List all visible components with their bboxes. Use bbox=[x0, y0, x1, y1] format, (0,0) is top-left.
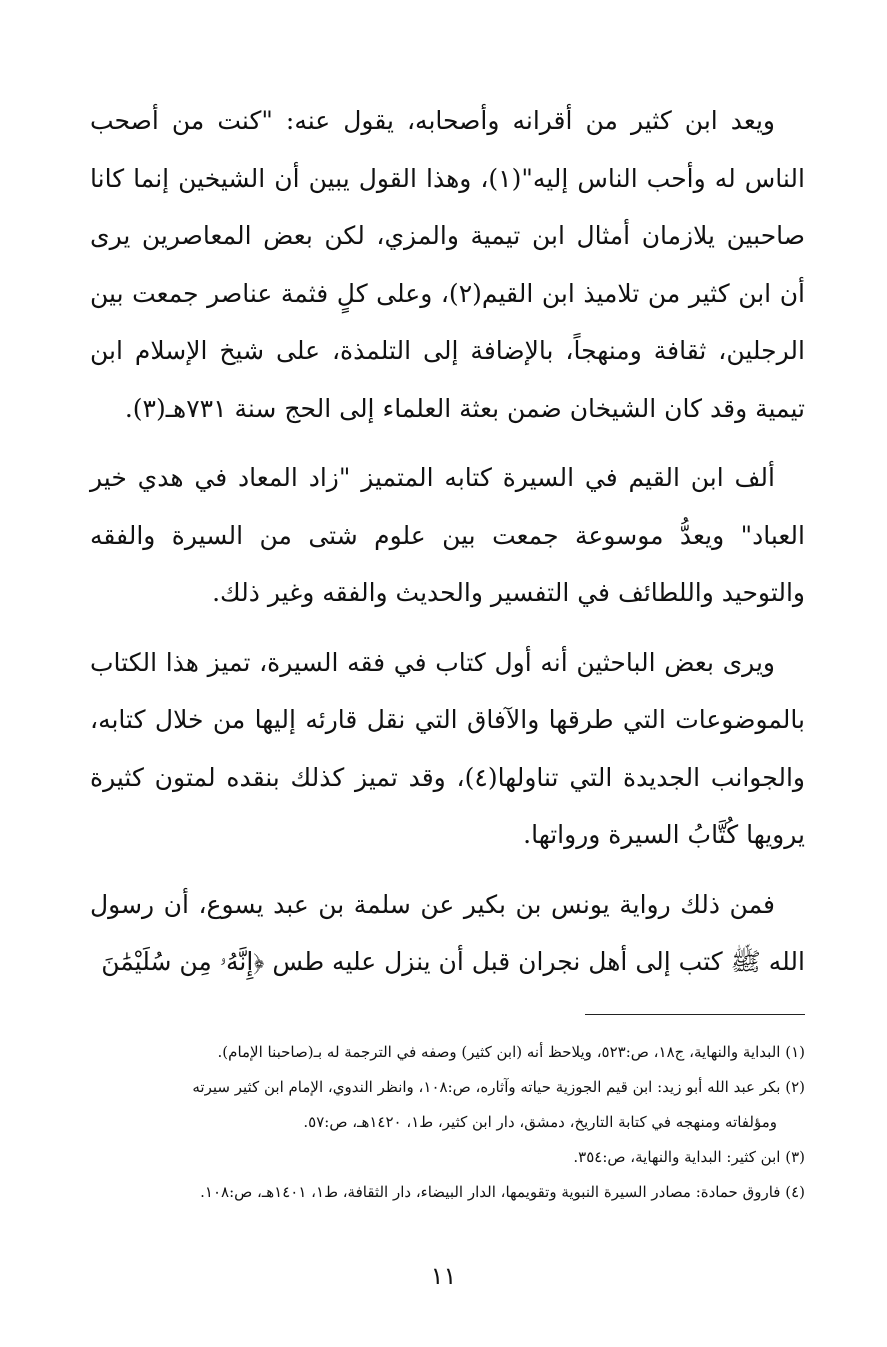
paragraph: ألف ابن القيم في السيرة كتابه المتميز "زاد المعاد في هدي خير العباد" ويعدُّ موسوعة جمعت بين علوم شتى من السيرة والفقه والتوحيد واللطائف في التفسير والحديث والفقه وغير ذلك. bbox=[90, 463, 805, 607]
paragraph: ويرى بعض الباحثين أنه أول كتاب في فقه السيرة، تميز هذا الكتاب بالموضوعات التي طرقها والآفاق التي نقل قارئه إليها من خلال كتابه، والجوانب الجديدة التي تناولها(٤)، وقد تميز كذلك بنقده لمتون كثيرة يرويها كُتَّابُ السيرة ورواتها. bbox=[90, 647, 806, 849]
footnote: (٣) ابن كثير: البداية والنهاية، ص:٣٥٤. bbox=[573, 1148, 805, 1166]
page-number: ١١ bbox=[430, 1262, 457, 1290]
paragraph: ويعد ابن كثير من أقرانه وأصحابه، يقول عنه: "كنت من أصحب الناس له وأحب الناس إليه"(١)، وهذا القول يبين أن الشيخين إنما كانا صاحبين يلازمان أمثال ابن تيمية والمزي، لكن بعض المعاصرين يرى أن ابن كثير من تلاميذ ابن القيم(٢)، وعلى كلٍ فثمة عناصر جمعت بين الرجلين، ثقافة ومنهجاً، بالإضافة إلى التلمذة، على شيخ الإسلام ابن تيمية وقد كان الشيخان ضمن بعثة العلماء إلى الحج سنة ٧٣١هـ(٣). bbox=[90, 106, 805, 423]
footnote: (٢) بكر عبد الله أبو زيد: ابن قيم الجوزية حياته وآثاره، ص:١٠٨، وانظر الندوي، الإمام ابن كثير سيرته bbox=[192, 1078, 805, 1096]
footnote: (١) البداية والنهاية، ج١٨، ص:٥٢٣، ويلاحظ أنه (ابن كثير) وصفه في الترجمة له بـ(صاحبنا الإمام). bbox=[217, 1043, 805, 1061]
footnotes bbox=[100, 1036, 805, 1211]
footnote-continuation: ومؤلفاته ومنهجه في كتابة التاريخ، دمشق، دار ابن كثير، ط١، ١٤٢٠هـ، ص:٥٧. bbox=[303, 1113, 777, 1131]
footnote-divider bbox=[585, 1014, 805, 1015]
main-text bbox=[90, 92, 805, 991]
paragraph: فمن ذلك رواية يونس بن بكير عن سلمة بن عبد يسوع، أن رسول الله ﷺ كتب إلى أهل نجران قبل أن ينزل عليه طس ﴿إِنَّهُۥ مِن سُلَيْمَٰنَ bbox=[90, 889, 805, 976]
footnote: (٤) فاروق حمادة: مصادر السيرة النبوية وتقويمها، الدار البيضاء، دار الثقافة، ط١، ١٤٠١هـ، ص:١٠٨. bbox=[200, 1183, 805, 1201]
